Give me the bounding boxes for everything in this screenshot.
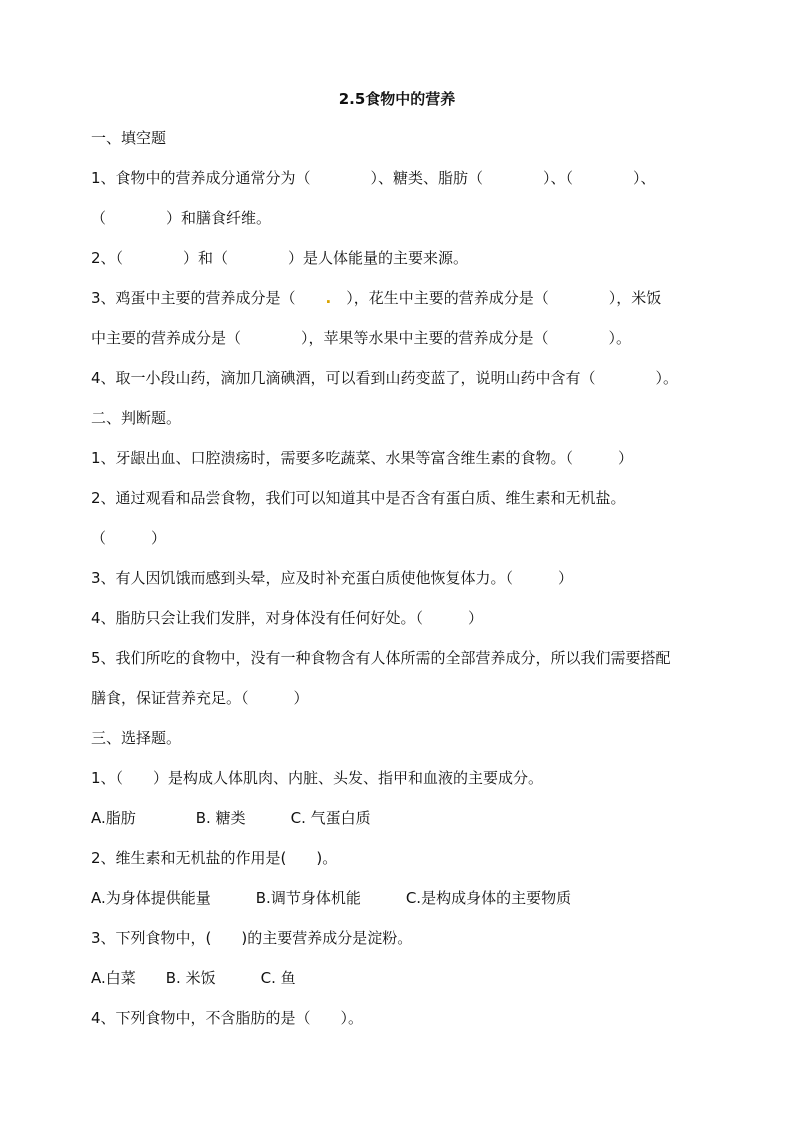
question-line: 5、我们所吃的食物中，没有一种食物含有人体所需的全部营养成分，所以我们需要搭配 [91, 649, 671, 667]
options-line: A.脂肪 B. 糖类 C. 气蛋白质 [91, 809, 371, 827]
question-line: （ ）和膳食纤维。 [91, 209, 272, 227]
question-line: （ ） [91, 529, 167, 547]
question-line: 3、有人因饥饿而感到头晕，应及时补充蛋白质使他恢复体力。（ ） [91, 569, 574, 587]
question-line: 膳食，保证营养充足。（ ） [91, 689, 309, 707]
question-text: ），花生中主要的营养成分是（ ），米饭 [331, 289, 662, 307]
question-line: 2、维生素和无机盐的作用是( )。 [91, 849, 338, 867]
mark-dot: . [325, 289, 332, 307]
options-line: A.白菜 B. 米饭 C. 鱼 [91, 969, 296, 987]
question-line: 2、（ ）和（ ）是人体能量的主要来源。 [91, 249, 469, 267]
question-line: 4、取一小段山药，滴加几滴碘酒，可以看到山药变蓝了，说明山药中含有（ ）。 [91, 369, 679, 387]
question-line [91, 288, 711, 308]
question-line: 2、通过观看和品尝食物，我们可以知道其中是否含有蛋白质、维生素和无机盐。 [91, 489, 626, 507]
question-line: 1、（ ）是构成人体肌肉、内脏、头发、指甲和血液的主要成分。 [91, 769, 544, 787]
section-heading-choice: 三、选择题。 [91, 729, 182, 747]
page-title: 2.5食物中的营养 [338, 90, 456, 108]
options-line: A.为身体提供能量 B.调节身体机能 C.是构成身体的主要物质 [91, 889, 572, 907]
question-line: 4、脂肪只会让我们发胖，对身体没有任何好处。（ ） [91, 609, 484, 627]
section-heading-judge: 二、判断题。 [91, 409, 182, 427]
section-heading-fill: 一、填空题 [91, 129, 167, 147]
question-line: 3、下列食物中，( )的主要营养成分是淀粉。 [91, 929, 413, 947]
question-text: 3、鸡蛋中主要的营养成分是（ [91, 289, 326, 307]
question-line: 中主要的营养成分是（ ），苹果等水果中主要的营养成分是（ ）。 [91, 329, 632, 347]
question-line: 1、牙龈出血、口腔溃疡时，需要多吃蔬菜、水果等富含维生素的食物。（ ） [91, 449, 634, 467]
question-line: 4、下列食物中，不含脂肪的是（ ）。 [91, 1009, 364, 1027]
question-line: 1、食物中的营养成分通常分为（ ）、糖类、脂肪（ ）、（ ）、 [91, 169, 656, 187]
